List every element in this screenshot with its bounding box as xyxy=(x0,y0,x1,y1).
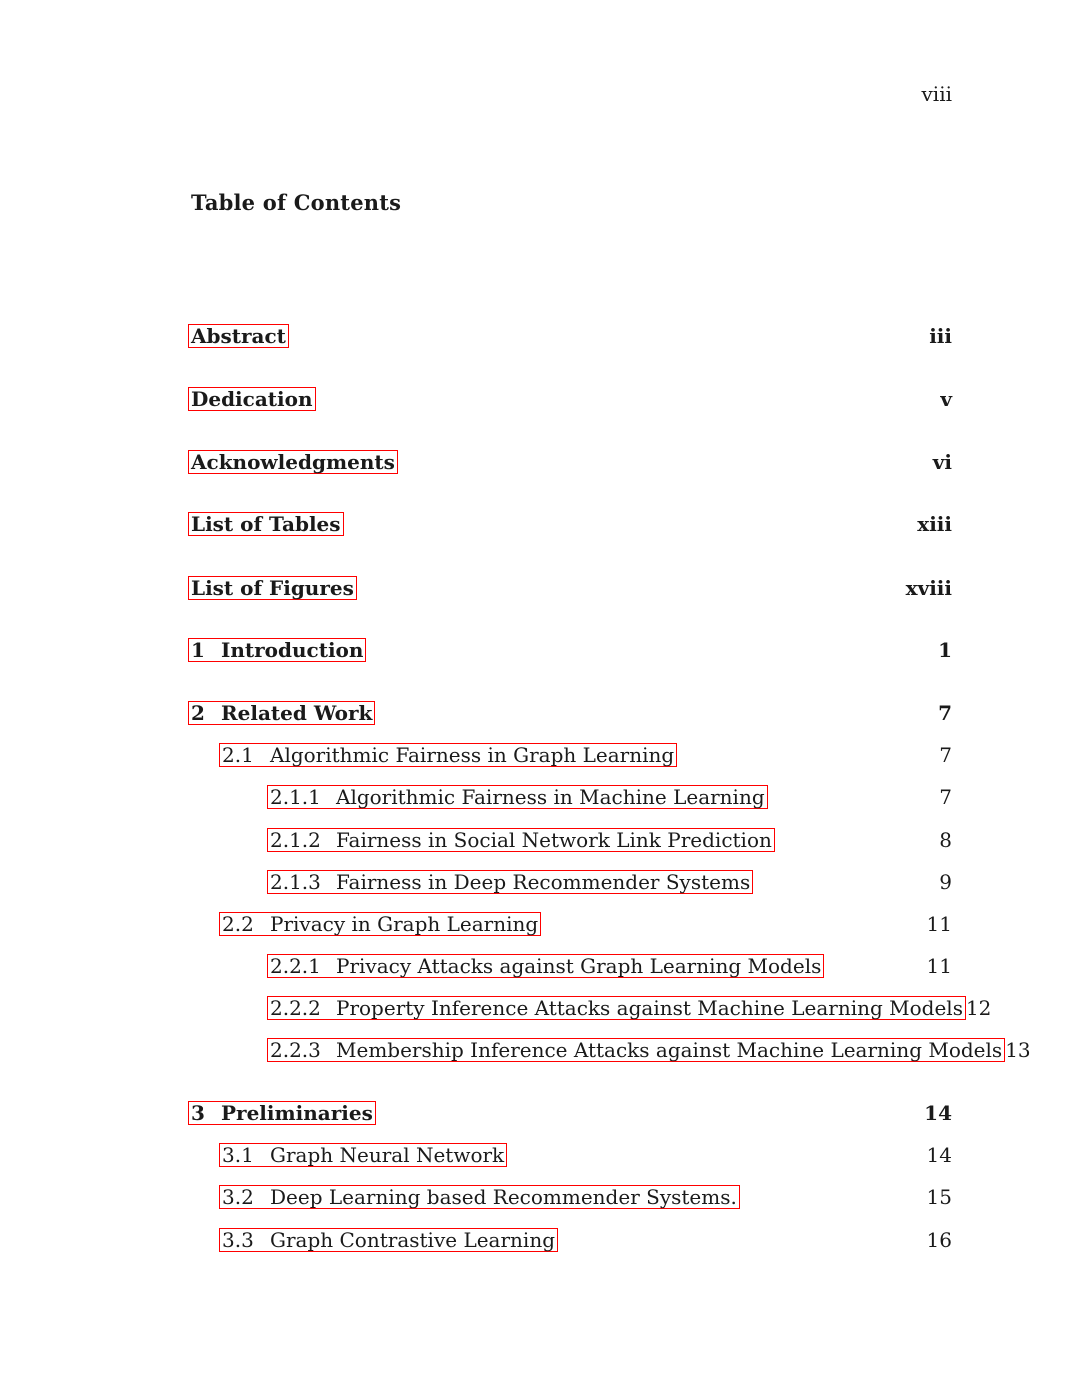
toc-page: 14 xyxy=(924,1101,952,1125)
toc-label: Related Work xyxy=(221,701,373,725)
toc-page: 16 xyxy=(926,1228,952,1252)
toc-label: Preliminaries xyxy=(221,1101,373,1125)
toc-link-acknowledgments[interactable] xyxy=(188,450,398,474)
toc-entry-dedication xyxy=(188,385,952,413)
toc-entry-3-1 xyxy=(219,1141,952,1169)
toc-label: List of Tables xyxy=(191,512,341,536)
toc-label: Algorithmic Fairness in Graph Learning xyxy=(270,743,675,767)
toc-page: 7 xyxy=(939,785,952,809)
toc-page: 12 xyxy=(965,996,992,1020)
toc-link-3-1[interactable] xyxy=(219,1143,507,1167)
toc-link-abstract[interactable] xyxy=(188,324,289,348)
toc-page: v xyxy=(940,387,952,411)
toc-number: 2.1.1 xyxy=(270,785,321,809)
toc-entry-2-2-2 xyxy=(267,994,992,1022)
toc-number: 2.2.3 xyxy=(270,1038,321,1062)
toc-page: 7 xyxy=(939,743,952,767)
toc-link-2-2[interactable] xyxy=(219,912,541,936)
toc-number: 2 xyxy=(191,701,205,725)
toc-number: 2.2.1 xyxy=(270,954,321,978)
toc-entry-list-of-figures xyxy=(188,574,952,602)
toc-link-list-of-tables[interactable] xyxy=(188,512,344,536)
toc-number: 3.1 xyxy=(222,1143,254,1167)
toc-label: Abstract xyxy=(191,324,286,348)
toc-link-introduction[interactable] xyxy=(188,638,366,662)
toc-page: xviii xyxy=(905,576,952,600)
toc-number: 3.2 xyxy=(222,1185,254,1209)
toc-number: 2.1 xyxy=(222,743,254,767)
toc-label: Property Inference Attacks against Machine Learning Models xyxy=(336,996,963,1020)
toc-page: 7 xyxy=(938,701,952,725)
toc-entry-2-1 xyxy=(219,741,952,769)
toc-entry-2-1-2 xyxy=(267,826,952,854)
toc-label: Algorithmic Fairness in Machine Learning xyxy=(336,785,765,809)
toc-entry-3-3 xyxy=(219,1226,952,1254)
toc-link-2-2-3[interactable] xyxy=(267,1038,1005,1062)
toc-link-dedication[interactable] xyxy=(188,387,316,411)
toc-page: 15 xyxy=(926,1185,952,1209)
toc-number: 1 xyxy=(191,638,205,662)
toc-label: Deep Learning based Recommender Systems. xyxy=(270,1185,737,1209)
toc-page: 13 xyxy=(1005,1038,1031,1062)
toc-label: Introduction xyxy=(221,638,364,662)
toc-link-preliminaries[interactable] xyxy=(188,1101,376,1125)
toc-number: 3.3 xyxy=(222,1228,254,1252)
toc-page: 11 xyxy=(926,954,952,978)
toc-page: 8 xyxy=(939,828,952,852)
toc-label: Graph Contrastive Learning xyxy=(270,1228,555,1252)
page-number: viii xyxy=(921,82,952,106)
toc-label: Privacy Attacks against Graph Learning Models xyxy=(336,954,822,978)
toc-label: Acknowledgments xyxy=(191,450,395,474)
toc-entry-chapter-2 xyxy=(188,699,952,727)
toc-entry-2-1-3 xyxy=(267,868,952,896)
toc-page: 1 xyxy=(938,638,952,662)
toc-entry-2-2-3 xyxy=(267,1036,1031,1064)
toc-entry-abstract xyxy=(188,322,952,350)
toc-page: 11 xyxy=(926,912,952,936)
toc-label: List of Figures xyxy=(191,576,354,600)
toc-page: 14 xyxy=(926,1143,952,1167)
toc-link-list-of-figures[interactable] xyxy=(188,576,357,600)
toc-entry-chapter-1 xyxy=(188,636,952,664)
toc-number: 2.2 xyxy=(222,912,254,936)
toc-title: Table of Contents xyxy=(191,190,402,215)
toc-label: Dedication xyxy=(191,387,313,411)
toc-number: 2.1.2 xyxy=(270,828,321,852)
toc-link-2-1-1[interactable] xyxy=(267,785,768,809)
toc-link-2-1-2[interactable] xyxy=(267,828,775,852)
toc-entry-2-1-1 xyxy=(267,783,952,811)
toc-label: Privacy in Graph Learning xyxy=(270,912,539,936)
toc-number: 2.2.2 xyxy=(270,996,321,1020)
toc-link-3-3[interactable] xyxy=(219,1228,558,1252)
toc-entry-acknowledgments xyxy=(188,448,952,476)
toc-link-2-1-3[interactable] xyxy=(267,870,753,894)
toc-page: xiii xyxy=(917,512,952,536)
toc-link-2-2-2[interactable] xyxy=(267,996,966,1020)
toc-entry-chapter-3 xyxy=(188,1099,952,1127)
toc-number: 2.1.3 xyxy=(270,870,321,894)
toc-page: vi xyxy=(932,450,952,474)
toc-label: Membership Inference Attacks against Machine Learning Models xyxy=(336,1038,1003,1062)
toc-entry-list-of-tables xyxy=(188,510,952,538)
toc-entry-2-2 xyxy=(219,910,952,938)
toc-label: Fairness in Deep Recommender Systems xyxy=(336,870,751,894)
toc-page: iii xyxy=(929,324,952,348)
toc-link-3-2[interactable] xyxy=(219,1185,740,1209)
toc-page: 9 xyxy=(939,870,952,894)
toc-number: 3 xyxy=(191,1101,205,1125)
toc-label: Fairness in Social Network Link Prediction xyxy=(336,828,772,852)
toc-link-2-2-1[interactable] xyxy=(267,954,824,978)
toc-link-2-1[interactable] xyxy=(219,743,677,767)
toc-label: Graph Neural Network xyxy=(270,1143,505,1167)
toc-entry-2-2-1 xyxy=(267,952,952,980)
toc-link-related-work[interactable] xyxy=(188,701,375,725)
toc-entry-3-2 xyxy=(219,1183,952,1211)
